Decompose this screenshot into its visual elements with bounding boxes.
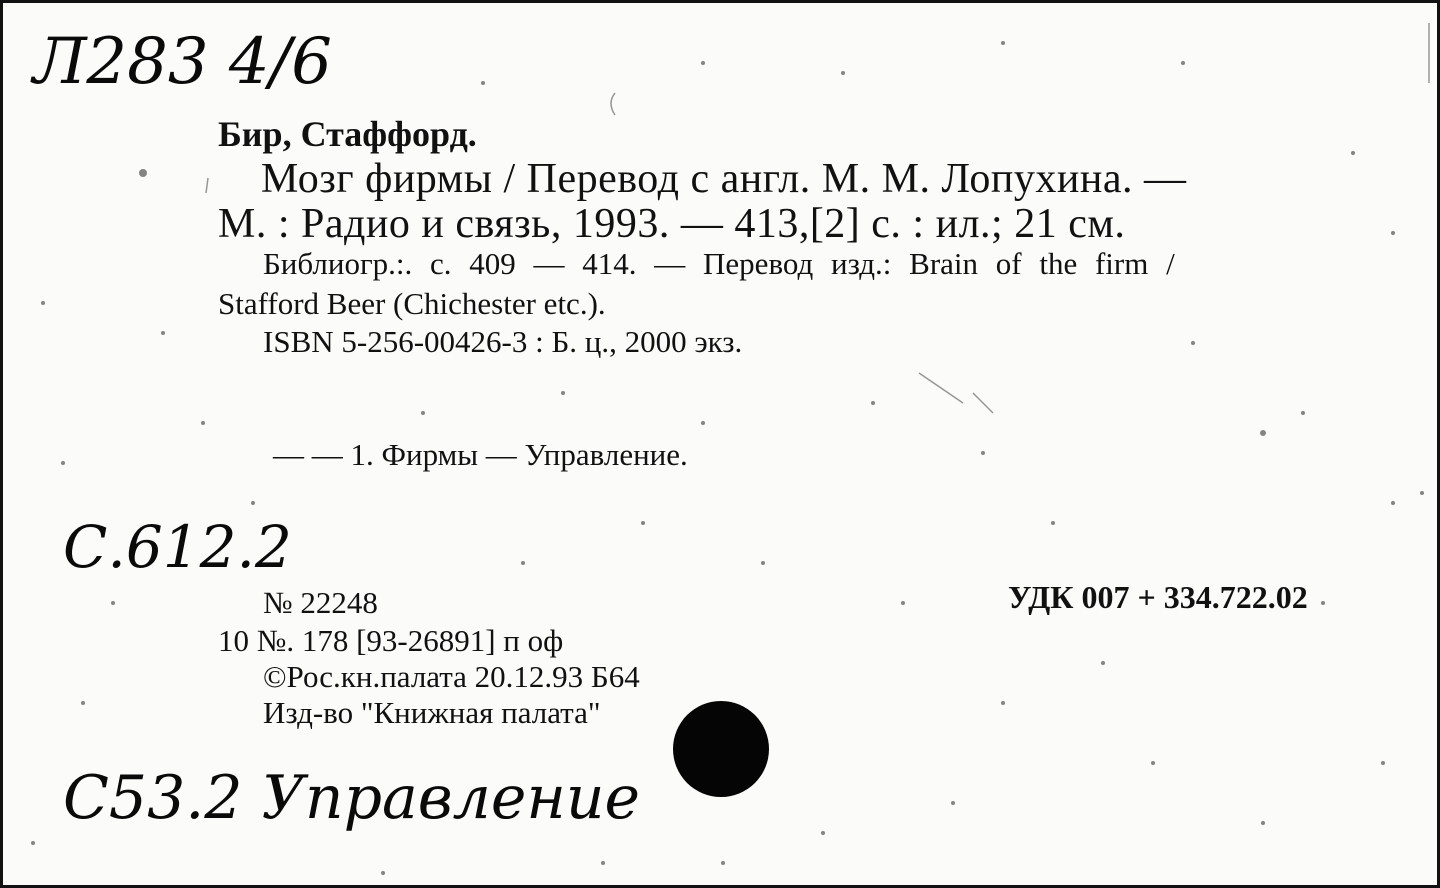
card-number: № 22248 [263,585,378,620]
handwritten-classification: С.612.2 [63,513,292,581]
punch-hole [673,701,769,797]
subject-headings: — — 1. Фирмы — Управление. [273,437,688,472]
original-title-note: Stafford Beer (Chichester etc.). [218,286,606,321]
title-statement: Мозг фирмы / Перевод с англ. М. М. Лопухина. — [261,156,1187,202]
order-line: 10 №. 178 [93-26891] п оф [218,623,564,658]
udc-code: УДК 007 + 334.722.02 [1008,579,1308,615]
handwritten-shelf-mark: Л283 4/6 [33,25,332,99]
bibliography-note: Библиогр.:. с. 409 — 414. — Перевод изд.: Brain of the firm / [263,246,1175,281]
copyright-line: ©Рос.кн.палата 20.12.93 Б64 [263,659,640,694]
imprint-statement: М. : Радио и связь, 1993. — 413,[2] с. : ил.; 21 см. [218,201,1126,247]
publisher-line: Изд-во "Книжная палата" [263,695,601,730]
author-heading: Бир, Стаффорд. [218,114,477,154]
handwritten-subject-classification: С53.2 Управление [63,763,641,833]
isbn-line: ISBN 5-256-00426-3 : Б. ц., 2000 экз. [263,324,743,359]
